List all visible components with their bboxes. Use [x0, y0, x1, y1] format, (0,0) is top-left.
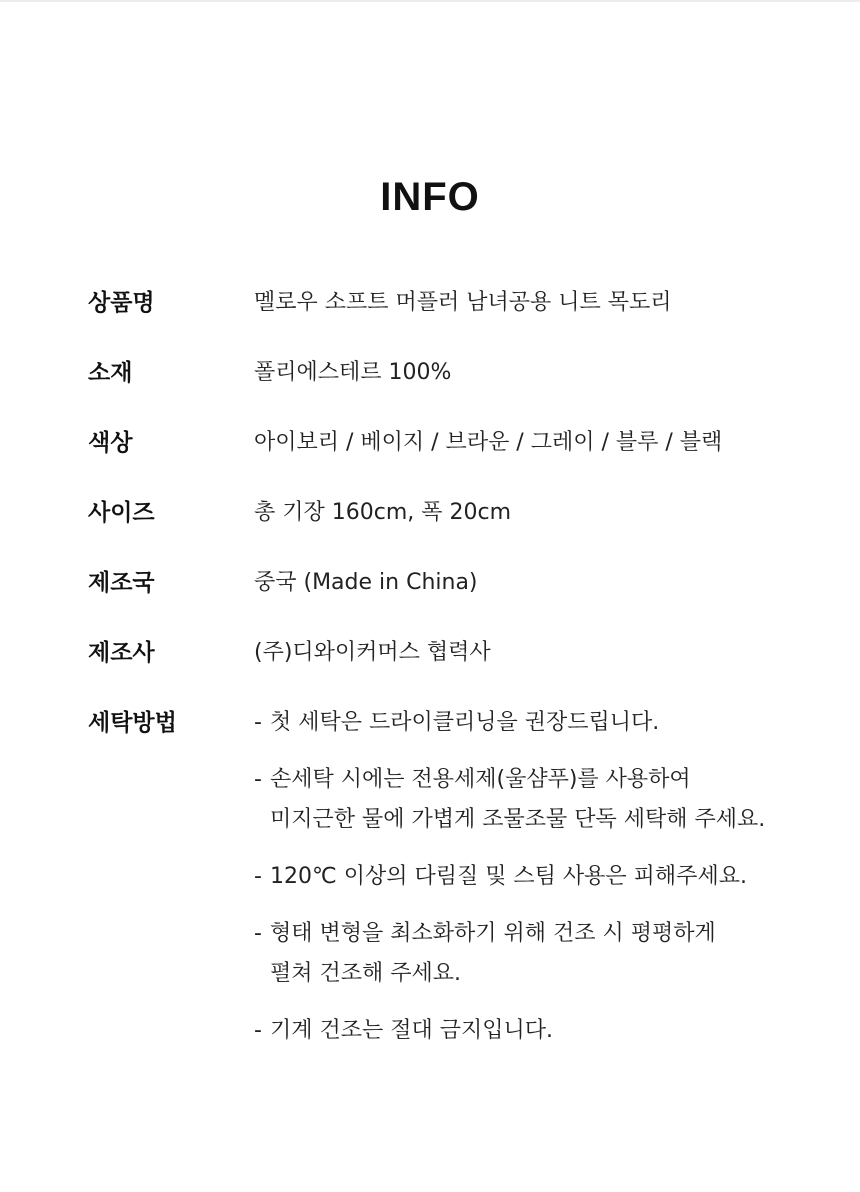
care-text-line: 손세탁 시에는 전용세제(울샴푸)를 사용하여: [270, 767, 691, 792]
bullet-dash: -: [254, 921, 262, 946]
bullet-dash: -: [254, 710, 262, 735]
info-value: 총 기장 160cm, 폭 20cm: [254, 500, 512, 525]
bullet-dash: -: [254, 1018, 262, 1043]
info-value: 폴리에스테르 100%: [254, 360, 452, 385]
care-text-line: 미지근한 물에 가볍게 조물조물 단독 세탁해 주세요.: [270, 807, 766, 832]
info-label: 제조사: [88, 640, 155, 666]
page-title: INFO: [380, 175, 480, 219]
info-label: 사이즈: [88, 500, 155, 526]
info-label: 상품명: [88, 290, 155, 316]
info-label: 소재: [88, 360, 133, 386]
info-row-color: [88, 423, 828, 463]
care-text-line: 펼쳐 건조해 주세요.: [270, 961, 461, 986]
info-value: 아이보리 / 베이지 / 브라운 / 그레이 / 블루 / 블랙: [254, 430, 723, 455]
bullet-dash: -: [254, 767, 262, 792]
info-row-product-name: [88, 283, 828, 323]
info-row-origin: [88, 563, 828, 603]
care-item: [254, 914, 834, 994]
info-label: 제조국: [88, 570, 155, 596]
care-instructions-list: [254, 703, 834, 1068]
care-label: 세탁방법: [88, 710, 177, 736]
info-row-material: [88, 353, 828, 393]
info-value: 중국 (Made in China): [254, 570, 478, 595]
care-item: [254, 857, 834, 897]
info-value: (주)디와이커머스 협력사: [254, 640, 491, 665]
care-item: [254, 1011, 834, 1051]
care-text-line: 형태 변형을 최소화하기 위해 건조 시 평평하게: [270, 921, 716, 946]
info-row-size: [88, 493, 828, 533]
info-label: 색상: [88, 430, 133, 456]
care-item: [254, 760, 834, 840]
care-item: [254, 703, 834, 743]
care-text-line: 기계 건조는 절대 금지입니다.: [270, 1018, 553, 1043]
bullet-dash: -: [254, 864, 262, 889]
info-row-manufacturer: [88, 633, 828, 673]
care-text-line: 120℃ 이상의 다림질 및 스팀 사용은 피해주세요.: [270, 864, 747, 889]
care-text-line: 첫 세탁은 드라이클리닝을 권장드립니다.: [270, 710, 660, 735]
info-value: 멜로우 소프트 머플러 남녀공용 니트 목도리: [254, 290, 672, 315]
